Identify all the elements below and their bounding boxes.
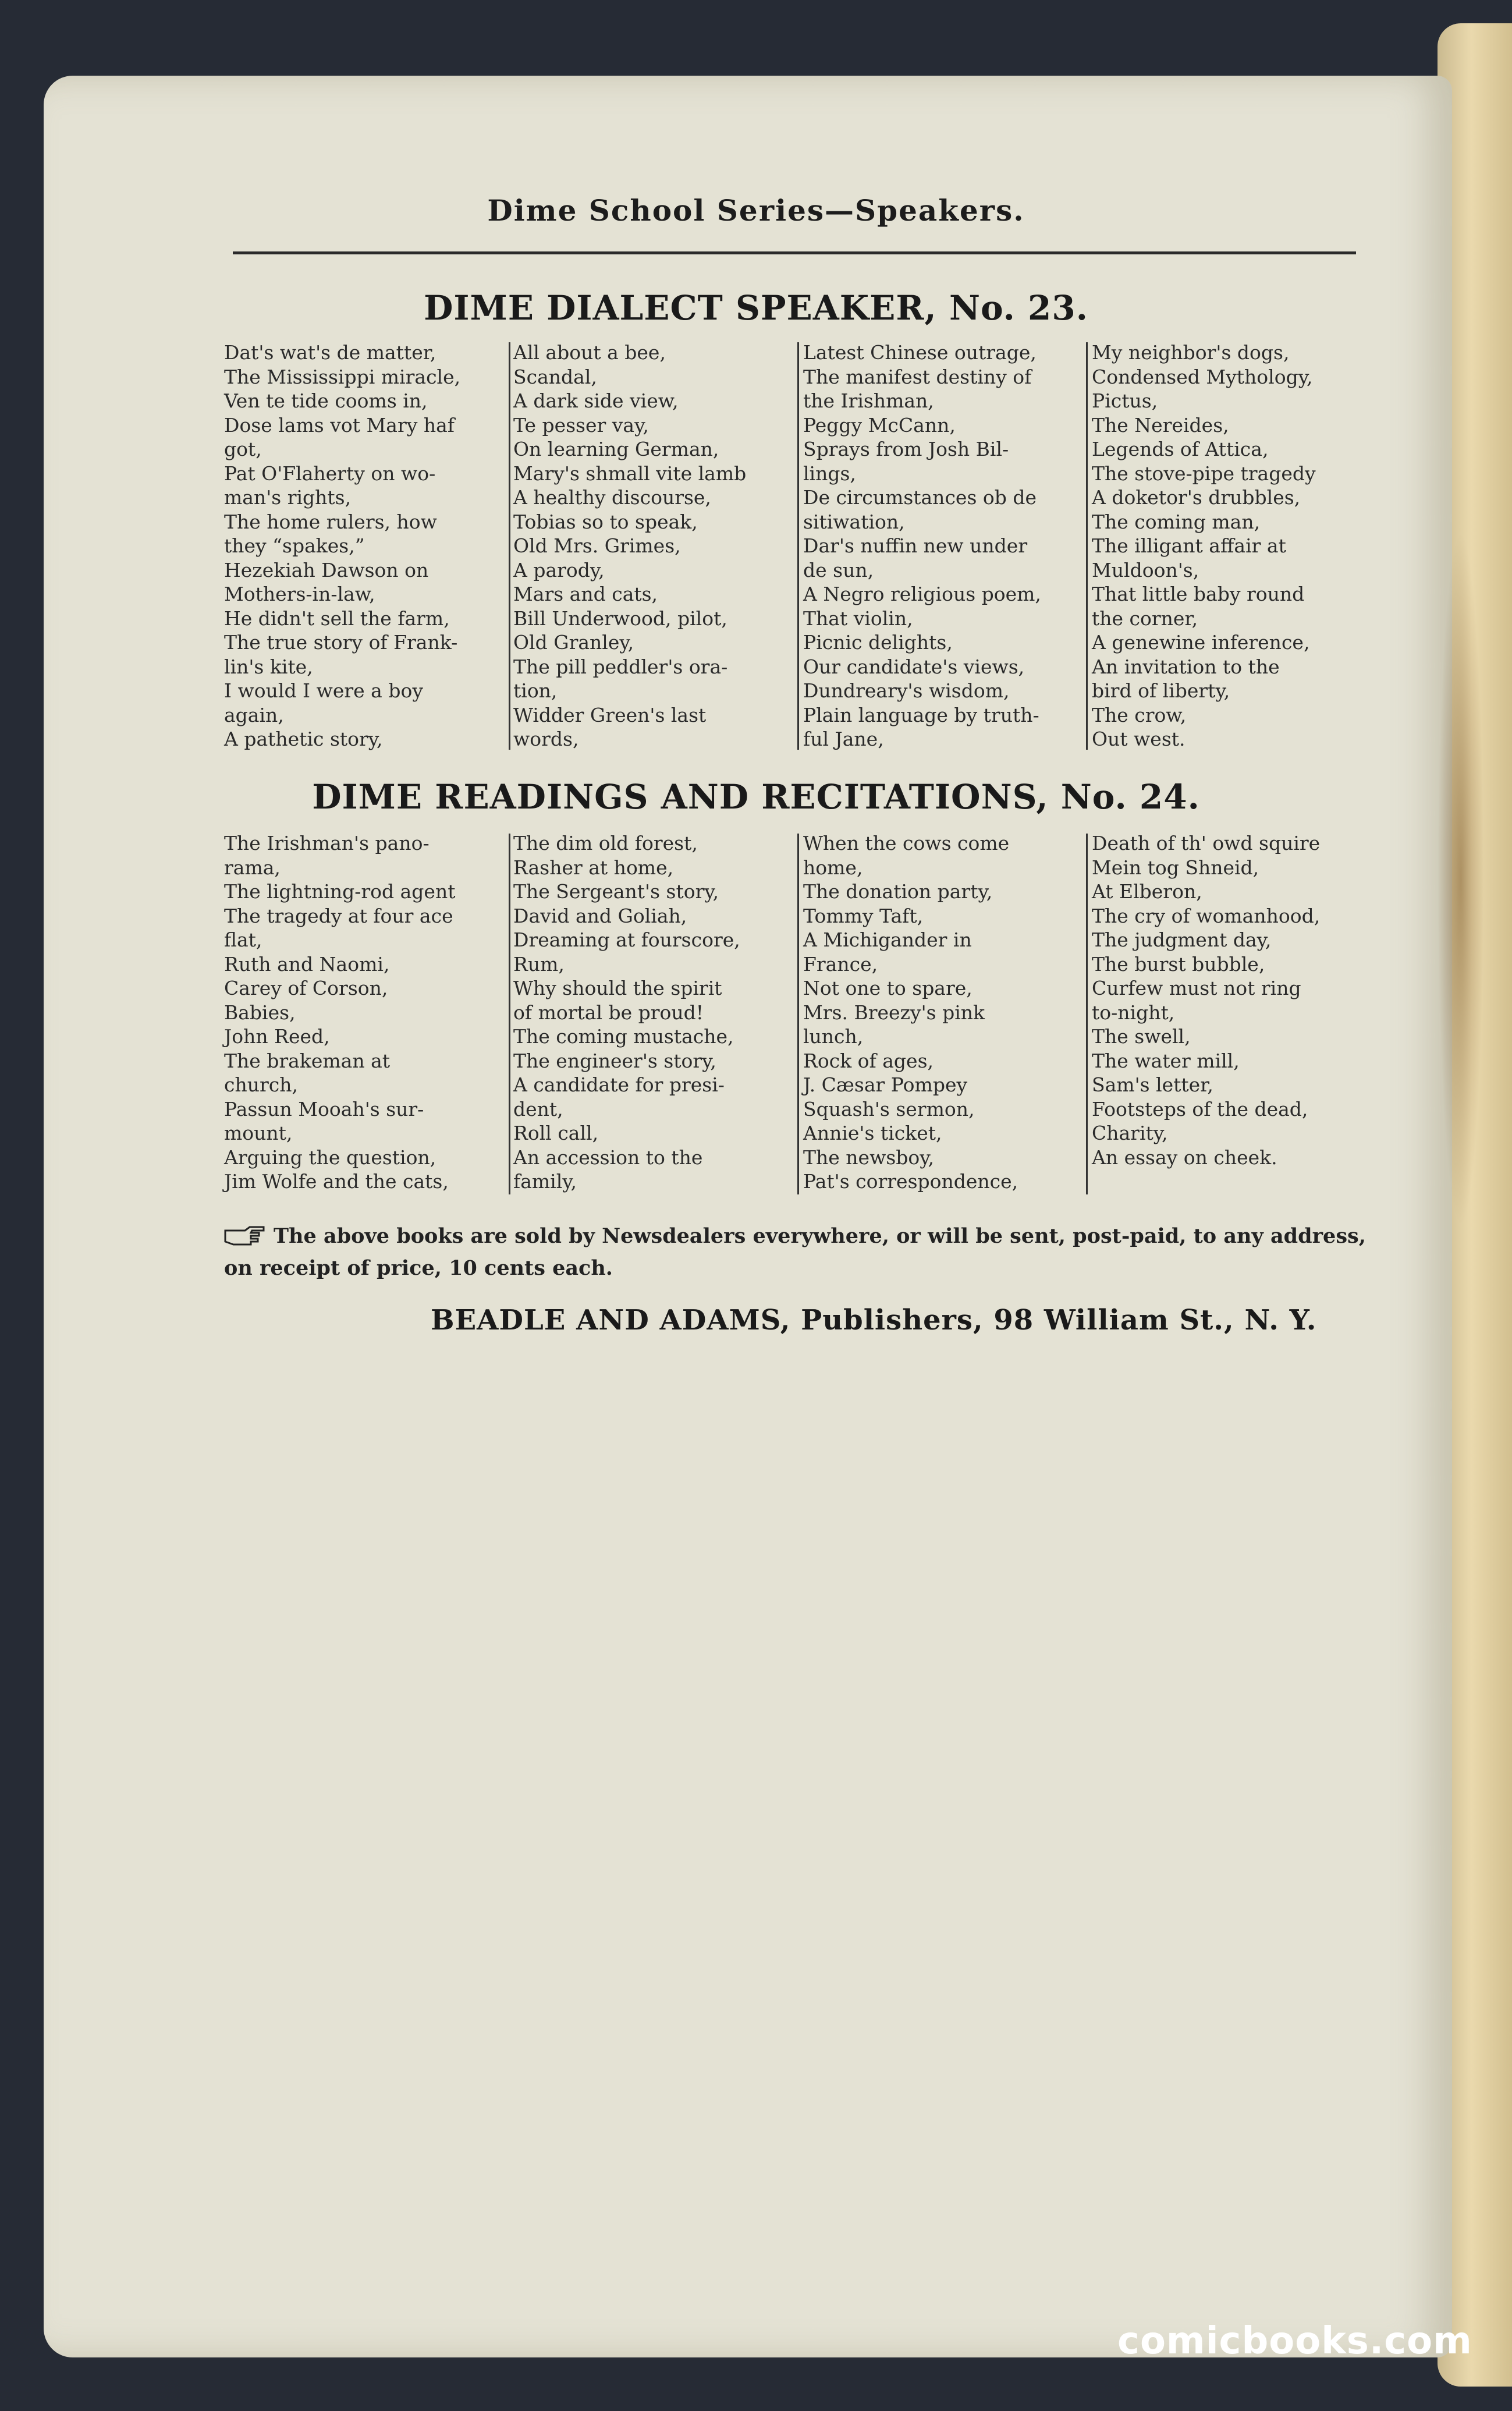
- title-entry: The water mill,: [1092, 1049, 1240, 1072]
- title-entry: A dark side view,: [513, 389, 679, 412]
- title-entry: Rock of ages,: [803, 1049, 934, 1072]
- title-entry: The true story of Frank-: [224, 631, 458, 654]
- title-entry: family,: [513, 1170, 577, 1193]
- title-entry: the Irishman,: [803, 389, 934, 412]
- title-entry: De circumstances ob de: [803, 486, 1037, 509]
- title-entry: A parody,: [513, 558, 605, 582]
- title-entry: Mars and cats,: [513, 583, 658, 605]
- title-entry: An invitation to the: [1092, 655, 1280, 678]
- title-entry: My neighbor's dogs,: [1092, 341, 1290, 364]
- title-entry: Carey of Corson,: [224, 977, 388, 999]
- section-title-readings-recitations: DIME READINGS AND RECITATIONS, No. 24.: [312, 777, 1200, 817]
- title-entry: lunch,: [803, 1025, 864, 1048]
- title-entry: rama,: [224, 856, 281, 879]
- title-entry: Mrs. Breezy's pink: [803, 1001, 985, 1024]
- title-entry: The judgment day,: [1092, 928, 1272, 951]
- title-entry: Why should the spirit: [513, 977, 722, 999]
- title-entry: Dundreary's wisdom,: [803, 679, 1010, 702]
- title-entry: J. Cæsar Pompey: [803, 1073, 968, 1096]
- title-entry: A candidate for presi-: [513, 1073, 725, 1096]
- title-entry: Ruth and Naomi,: [224, 952, 390, 976]
- pointing-hand-icon: [224, 1225, 265, 1247]
- title-entry: The manifest destiny of: [803, 365, 1032, 388]
- notice-text: The above books are sold by Newsdealers everywhere, or will be sent, post-paid, to any address, on receipt of price, 10 cents each.: [224, 1224, 1366, 1280]
- title-entry: Jim Wolfe and the cats,: [224, 1170, 449, 1193]
- title-entry: Sam's letter,: [1092, 1073, 1213, 1096]
- title-entry: Passun Mooah's sur-: [224, 1097, 424, 1121]
- title-entry: The home rulers, how: [224, 510, 437, 533]
- title-entry: Tommy Taft,: [803, 904, 924, 927]
- title-entry: A healthy discourse,: [513, 486, 711, 509]
- title-entry: Legends of Attica,: [1092, 438, 1269, 460]
- title-entry: de sun,: [803, 558, 874, 582]
- title-entry: A Negro religious poem,: [803, 583, 1041, 605]
- page-stain: [1438, 530, 1484, 1228]
- title-entry: words,: [513, 728, 579, 750]
- title-entry: Squash's sermon,: [803, 1097, 975, 1121]
- list-column: [1092, 831, 1371, 1169]
- title-entry: to-night,: [1092, 1001, 1175, 1024]
- column-divider: [797, 342, 799, 750]
- title-entry: Babies,: [224, 1001, 296, 1024]
- title-entry: of mortal be proud!: [513, 1001, 704, 1024]
- title-entry: The coming mustache,: [513, 1025, 734, 1048]
- list-column: [513, 831, 793, 1194]
- title-entry: The brakeman at: [224, 1049, 391, 1072]
- title-entry: An accession to the: [513, 1146, 703, 1169]
- list-column: [224, 831, 503, 1194]
- title-entry: The newsboy,: [803, 1146, 934, 1169]
- publisher-imprint: BEADLE AND ADAMS, Publishers, 98 William St., N. Y.: [431, 1304, 1317, 1336]
- title-entry: All about a bee,: [513, 341, 666, 364]
- list-column: [224, 341, 503, 751]
- title-entry: Roll call,: [513, 1122, 599, 1144]
- title-entry: again,: [224, 703, 284, 726]
- title-entry: Te pesser vay,: [513, 413, 649, 437]
- title-entry: dent,: [513, 1097, 563, 1121]
- title-entry: When the cows come: [803, 832, 1010, 855]
- title-entry: At Elberon,: [1092, 880, 1202, 903]
- title-entry: The Nereides,: [1092, 413, 1229, 437]
- title-entry: Mothers-in-law,: [224, 583, 375, 605]
- title-entry: Pat's correspondence,: [803, 1170, 1018, 1193]
- title-entry: The dim old forest,: [513, 832, 698, 855]
- title-entry: A genewine inference,: [1092, 631, 1310, 654]
- title-entry: The lightning-rod agent: [224, 880, 456, 903]
- title-entry: The Irishman's pano-: [224, 832, 430, 855]
- title-entry: The pill peddler's ora-: [513, 655, 728, 678]
- title-entry: The swell,: [1092, 1025, 1191, 1048]
- title-entry: Sprays from Josh Bil-: [803, 438, 1009, 460]
- title-entry: The burst bubble,: [1092, 952, 1265, 976]
- title-entry: The illigant affair at: [1092, 534, 1286, 557]
- title-entry: Rasher at home,: [513, 856, 674, 879]
- title-entry: Rum,: [513, 952, 565, 976]
- title-entry: Latest Chinese outrage,: [803, 341, 1037, 364]
- column-divider: [509, 342, 510, 750]
- title-entry: Mary's shmall vite lamb: [513, 462, 747, 485]
- title-entry: Hezekiah Dawson on: [224, 558, 429, 582]
- title-entry: the corner,: [1092, 607, 1198, 630]
- title-entry: That little baby round: [1092, 583, 1305, 605]
- title-entry: That violin,: [803, 607, 913, 630]
- site-watermark: comicbooks.com: [1117, 2320, 1472, 2363]
- title-entry: Charity,: [1092, 1122, 1168, 1144]
- title-entry: An essay on cheek.: [1092, 1146, 1277, 1169]
- title-entry: got,: [224, 438, 262, 460]
- title-entry: Our candidate's views,: [803, 655, 1025, 678]
- title-entry: Pictus,: [1092, 389, 1158, 412]
- title-entry: Old Granley,: [513, 631, 634, 654]
- title-entry: Out west.: [1092, 728, 1186, 750]
- title-entry: Curfew must not ring: [1092, 977, 1301, 999]
- title-entry: lin's kite,: [224, 655, 313, 678]
- title-entry: A pathetic story,: [224, 728, 383, 750]
- title-entry: Footsteps of the dead,: [1092, 1097, 1308, 1121]
- title-entry: they “spakes,”: [224, 534, 365, 557]
- title-entry: Dose lams vot Mary haf: [224, 413, 455, 437]
- title-entry: Ven te tide cooms in,: [224, 389, 428, 412]
- column-divider: [509, 834, 510, 1194]
- column-divider: [1086, 834, 1088, 1194]
- title-entry: Annie's ticket,: [803, 1122, 942, 1144]
- list-column: [1092, 341, 1371, 751]
- title-entry: On learning German,: [513, 438, 719, 460]
- section-title-dialect-speaker: DIME DIALECT SPEAKER, No. 23.: [424, 288, 1088, 328]
- title-entry: man's rights,: [224, 486, 352, 509]
- title-entry: Not one to spare,: [803, 977, 972, 999]
- title-entry: The cry of womanhood,: [1092, 904, 1321, 927]
- title-entry: Arguing the question,: [224, 1146, 436, 1169]
- title-entry: Muldoon's,: [1092, 558, 1199, 582]
- title-entry: Dreaming at fourscore,: [513, 928, 740, 951]
- title-entry: Plain language by truth-: [803, 703, 1039, 726]
- title-entry: David and Goliah,: [513, 904, 687, 927]
- title-entry: flat,: [224, 928, 262, 951]
- title-entry: Peggy McCann,: [803, 413, 956, 437]
- title-entry: The engineer's story,: [513, 1049, 716, 1072]
- title-entry: Bill Underwood, pilot,: [513, 607, 727, 630]
- title-entry: sitiwation,: [803, 510, 905, 533]
- title-entry: Dar's nuffin new under: [803, 534, 1028, 557]
- title-entry: Widder Green's last: [513, 703, 707, 726]
- list-column: [513, 341, 793, 751]
- title-entry: bird of liberty,: [1092, 679, 1230, 702]
- title-entry: France,: [803, 952, 878, 976]
- list-column: [803, 341, 1082, 751]
- title-entry: Death of th' owd squire: [1092, 832, 1321, 855]
- header-rule: [233, 251, 1356, 254]
- sales-notice: [224, 1220, 1376, 1284]
- title-entry: The Sergeant's story,: [513, 880, 719, 903]
- title-entry: Tobias so to speak,: [513, 510, 698, 533]
- title-entry: Picnic delights,: [803, 631, 953, 654]
- title-entry: Condensed Mythology,: [1092, 365, 1313, 388]
- title-entry: lings,: [803, 462, 856, 485]
- title-entry: A doketor's drubbles,: [1092, 486, 1301, 509]
- list-column: [803, 831, 1082, 1194]
- title-entry: Old Mrs. Grimes,: [513, 534, 681, 557]
- title-entry: I would I were a boy: [224, 679, 423, 702]
- title-entry: Scandal,: [513, 365, 597, 388]
- title-entry: The coming man,: [1092, 510, 1261, 533]
- title-entry: John Reed,: [224, 1025, 330, 1048]
- column-divider: [1086, 342, 1088, 750]
- title-entry: mount,: [224, 1122, 293, 1144]
- title-entry: The stove-pipe tragedy: [1092, 462, 1316, 485]
- title-entry: The crow,: [1092, 703, 1187, 726]
- title-entry: ful Jane,: [803, 728, 884, 750]
- title-entry: The donation party,: [803, 880, 993, 903]
- title-entry: He didn't sell the farm,: [224, 607, 450, 630]
- title-entry: A Michigander in: [803, 928, 972, 951]
- running-header: Dime School Series—Speakers.: [487, 193, 1025, 228]
- title-entry: tion,: [513, 679, 558, 702]
- title-entry: home,: [803, 856, 863, 879]
- column-divider: [797, 834, 799, 1194]
- title-entry: Pat O'Flaherty on wo-: [224, 462, 436, 485]
- title-entry: Mein tog Shneid,: [1092, 856, 1259, 879]
- title-entry: Dat's wat's de matter,: [224, 341, 436, 364]
- title-entry: church,: [224, 1073, 298, 1096]
- title-entry: The Mississippi miracle,: [224, 365, 461, 388]
- title-entry: The tragedy at four ace: [224, 904, 453, 927]
